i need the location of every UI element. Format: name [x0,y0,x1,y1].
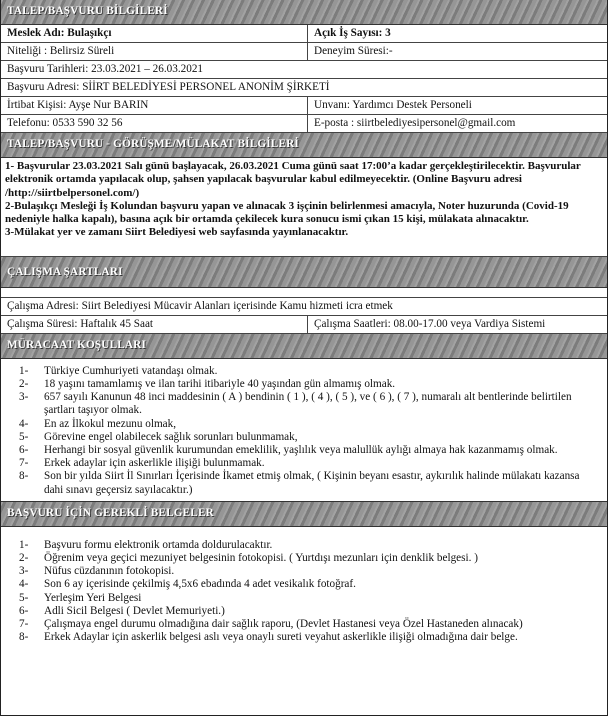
gorusme-paragraph-2: 2-Bulaşıkçı Mesleği İş Kolundan başvuru yapan ve alınacak 3 işçinin belirlenmesi amacıyla, Noter huzurunda (Covid-19 nedeniyle halka kapalı), basına açık bir ortamda çekilecek kura sonucu ismi çıkan 15 kişi, mülakata alınacaktır. [5,199,569,226]
belgeler-list-container [1,527,607,645]
info-row-telefon [1,115,607,133]
belgeler-item [1,565,601,578]
muracaat-item-number: 5- [19,430,29,443]
info-row-tarihler [1,61,607,79]
muracaat-item [1,378,601,391]
calisma-suresi: Çalışma Süresi: Haftalık 45 Saat [1,316,308,333]
belgeler-item [1,618,601,631]
muracaat-item [1,418,601,431]
muracaat-item-text: Görevine engel olabilecek sağlık sorunları bulunmamak, [44,430,298,443]
eposta[interactable]: E-posta : siirtbelediyesipersonel@gmail.com [314,117,516,129]
muracaat-item [1,431,601,444]
telefon: Telefonu: 0533 590 32 56 [1,115,308,132]
nitelik: Niteliği : Belirsiz Süreli [1,43,308,60]
muracaat-item-text: Türkiye Cumhuriyeti vatandaşı olmak. [44,364,218,377]
belgeler-item-text: Adli Sicil Belgesi ( Devlet Memuriyeti.) [44,604,225,617]
belgeler-item-text: Öğrenim veya geçici mezuniyet belgesinin fotokopisi. ( Yurtdışı mezunları için denklik belgesi. ) [44,552,478,565]
belgeler-item-text: Son 6 ay içerisinde çekilmiş 4,5x6 ebadında 4 adet vesikalık fotoğraf. [44,578,356,591]
muracaat-item [1,470,601,496]
belgeler-item-number: 6- [19,604,29,617]
basvuru-tarihleri: Başvuru Tarihleri: 23.03.2021 – 26.03.2021 [7,63,204,75]
muracaat-item [1,444,601,457]
section-header-basvuru: TALEP/BAŞVURU BİLGİLERİ [1,0,607,25]
belgeler-item-number: 8- [19,631,29,644]
muracaat-list-container [1,359,607,501]
muracaat-item-number: 8- [19,470,29,483]
muracaat-item [1,391,601,417]
muracaat-item-number: 4- [19,417,29,430]
calisma-row-adres [1,298,607,316]
muracaat-item-number: 7- [19,457,29,470]
muracaat-item-text: 18 yaşını tamamlamış ve ilan tarihi itibariyle 40 yaşından gün almamış olmak. [44,377,396,390]
belgeler-item [1,605,601,618]
belgeler-item-text: Çalışmaya engel durumu olmadığına dair sağlık raporu, (Devlet Hastanesi veya Özel Hastaneden alınacak) [44,618,523,631]
calisma-row-sure [1,316,607,334]
belgeler-item [1,631,601,644]
belgeler-item-text: Nüfus cüzdanının fotokopisi. [44,565,175,578]
belgeler-item [1,578,601,591]
belgeler-item-number: 5- [19,591,29,604]
muracaat-item-number: 2- [19,377,29,390]
calisma-adresi: Çalışma Adresi: Siirt Belediyesi Mücavir Alanları içerisinde Kamu hizmeti icra etmek [7,299,393,312]
muracaat-item [1,365,601,378]
spacer [5,240,603,254]
acik-is-sayisi: Açık İş Sayısı: 3 [314,27,391,39]
muracaat-item-number: 3- [19,391,29,404]
info-row-nitelik [1,43,607,61]
basvuru-adresi: Başvuru Adresi: SİİRT BELEDİYESİ PERSONEL ANONİM ŞİRKETİ [7,81,330,93]
belgeler-item [1,592,601,605]
belgeler-item-number: 3- [19,565,29,578]
muracaat-item-text: Erkek adaylar için askerlikle ilişiği bulunmamak. [44,457,265,470]
gorusme-text [1,158,607,257]
unvan: Unvanı: Yardımcı Destek Personeli [314,99,472,111]
gorusme-paragraph-1: 1- Başvurular 23.03.2021 Salı günü başlayacak, 26.03.2021 Cuma günü saat 17:00’a kadar gerçekleştirilecektir. Başvurular elektronik ortamda yapılacak olup, şahsen yapılacak başvurular kabul edilmeyecektir. (Online Başvuru adresi /http://siirtbelpersonel.com/) [5,160,581,199]
muracaat-list [1,365,607,497]
belgeler-item-number: 7- [19,618,29,631]
section-header-belgeler: BAŞVURU İÇİN GEREKLİ BELGELER [1,501,607,527]
muracaat-item-text: Son bir yılda Siirt İl Sınırları İçerisinde İkamet etmiş olmak, ( Kişinin beyanı esastır, aykırılık halinde mülakatı kazansa dahi sınavı geçersiz sayılacaktır.) [44,470,580,496]
muracaat-item-number: 1- [19,364,29,377]
muracaat-item-text: Herhangi bir sosyal güvenlik kurumundan emeklilik, yaşlılık veya malullük aylığı almaya hak kazanmamış olmak. [44,444,558,456]
section-header-calisma: ÇALIŞMA ŞARTLARI [1,257,607,288]
muracaat-item-text: En az İlkokul mezunu olmak, [44,417,177,430]
info-row-meslek [1,25,607,43]
muracaat-item-number: 6- [19,444,29,456]
spacer [1,288,607,298]
calisma-saatleri: Çalışma Saatleri: 08.00-17.00 veya Vardiya Sistemi [314,317,546,330]
belgeler-list [1,539,607,645]
section-header-gorusme: TALEP/BAŞVURU - GÖRÜŞME/MÜLAKAT BİLGİLERİ [1,133,607,158]
gorusme-paragraph-3: 3-Mülakat yer ve zamanı Siirt Belediyesi web sayfasında yayınlanacaktır. [5,226,349,239]
muracaat-item [1,457,601,470]
meslek-adi: Meslek Adı: Bulaşıkçı [1,25,308,42]
belgeler-item [1,539,601,552]
belgeler-item-text: Başvuru formu elektronik ortamda doldurulacaktır. [44,538,273,551]
belgeler-item-text: Erkek Adaylar için askerlik belgesi aslı veya onaylı sureti veyahut askerlikle ilişiği olmadığına dair belge. [44,631,518,644]
belgeler-item-number: 2- [19,552,29,565]
belgeler-item-text: Yerleşim Yeri Belgesi [44,591,142,604]
belgeler-item-number: 4- [19,578,29,591]
info-row-irtibat [1,97,607,115]
info-row-adres [1,79,607,97]
muracaat-item-text: 657 sayılı Kanunun 48 inci maddesinin ( A ) bendinin ( 1 ), ( 4 ), ( 5 ), ve ( 6 ), ( 7 ), numaralı alt bentlerinde belirtilen şartları taşıyor olmak. [44,391,572,417]
belgeler-item [1,552,601,565]
section-header-muracaat: MÜRACAAT KOŞULLARI [1,334,607,359]
belgeler-item-number: 1- [19,538,29,551]
deneyim-suresi: Deneyim Süresi:- [314,45,393,57]
irtibat-kisisi: İrtibat Kişisi: Ayşe Nur BARIN [1,97,308,114]
